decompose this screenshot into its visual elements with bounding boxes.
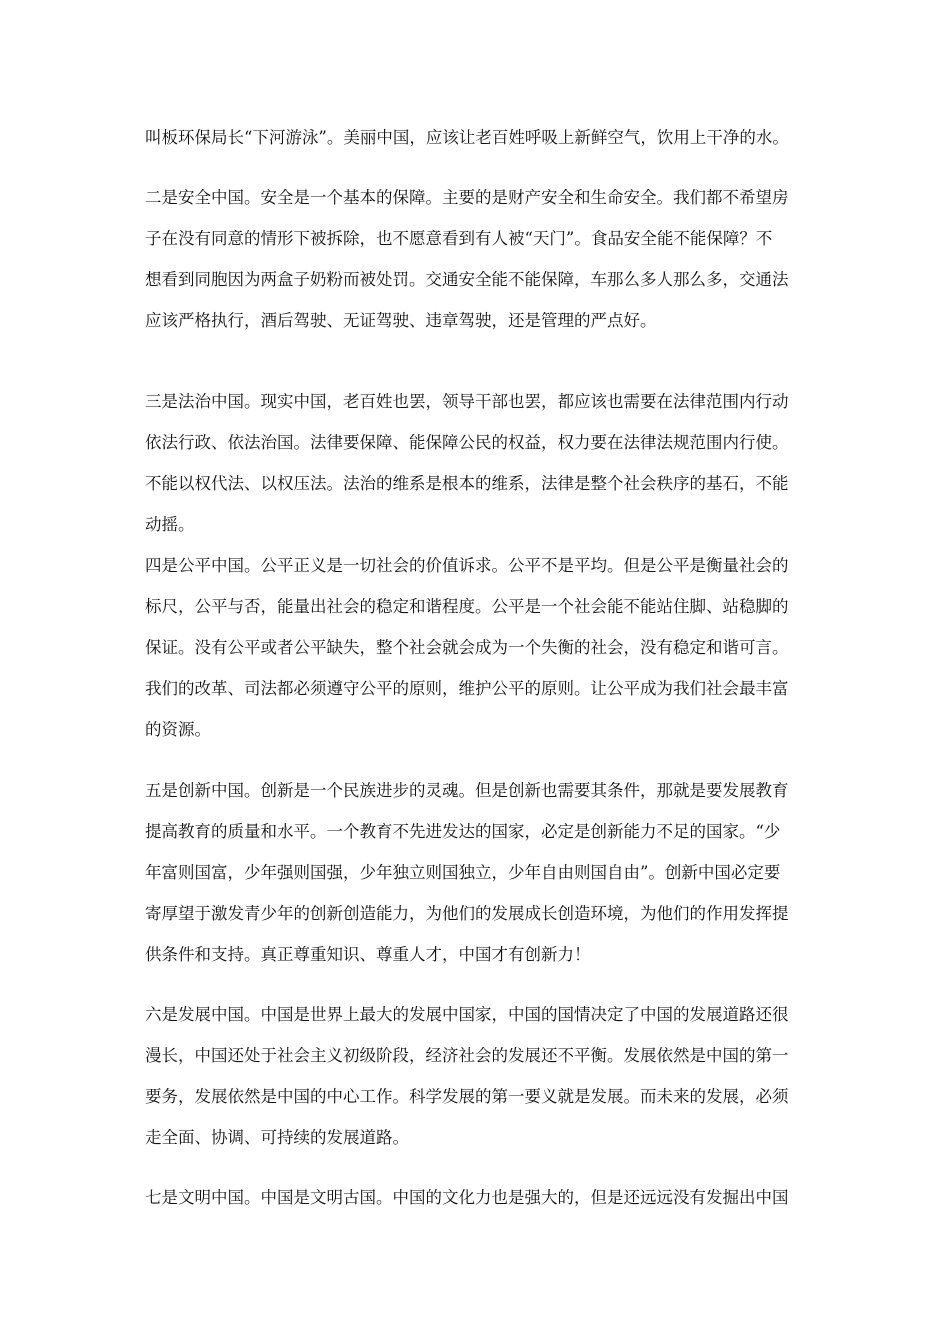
text-line: 六是发展中国。中国是世界上最大的发展中国家，中国的国情决定了中国的发展道路还很 [145, 1005, 789, 1024]
text-line: 我们的改革、司法都必须遵守公平的原则，维护公平的原则。让公平成为我们社会最丰富 [145, 679, 789, 698]
text-line: 的资源。 [145, 720, 211, 739]
text-line: 走全面、协调、可持续的发展道路。 [145, 1128, 409, 1147]
paragraph-civilized-china [145, 1177, 825, 1218]
text-line: 四是公平中国。公平正义是一切社会的价值诉求。公平不是平均。但是公平是衡量社会的 [145, 556, 789, 575]
text-line: 漫长，中国还处于社会主义初级阶段，经济社会的发展还不平衡。发展依然是中国的第一 [145, 1046, 789, 1065]
paragraph-safe-china [145, 177, 825, 341]
text-line: 供条件和支持。真正尊重知识、尊重人才，中国才有创新力！ [145, 945, 591, 964]
text-line: 七是文明中国。中国是文明古国。中国的文化力也是强大的，但是还远远没有发掘出中国 [145, 1188, 789, 1207]
text-line: 想看到同胞因为两盒子奶粉而被处罚。交通安全能不能保障，车那么多人那么多，交通法 [145, 270, 789, 289]
text-line: 年富则国富，少年强则国强，少年独立则国独立，少年自由则国自由”。创新中国必定要 [145, 863, 781, 882]
paragraph-developing-china [145, 994, 825, 1158]
text-line: 标尺，公平与否，能量出社会的稳定和谐程度。公平是一个社会能不能站住脚、站稳脚的 [145, 597, 789, 616]
text-line: 应该严格执行，酒后驾驶、无证驾驶、违章驾驶，还是管理的严点好。 [145, 311, 657, 330]
text-line: 依法行政、依法治国。法律要保障、能保障公民的权益，权力要在法律法规范围内行使。 [145, 433, 789, 452]
text-line: 子在没有同意的情形下被拆除，也不愿意看到有人被“天门”。食品安全能不能保障？不 [145, 229, 773, 248]
text-line: 三是法治中国。现实中国，老百姓也罢，领导干部也罢，都应该也需要在法律范围内行动 [145, 392, 789, 411]
paragraph-innovative-china [145, 770, 825, 975]
text-line: 动摇。 [145, 515, 195, 534]
text-line: 不能以权代法、以权压法。法治的维系是根本的维系，法律是整个社会秩序的基石，不能 [145, 474, 789, 493]
paragraph-fair-china [145, 545, 825, 750]
text-line: 五是创新中国。创新是一个民族进步的灵魂。但是创新也需要其条件，那就是要发展教育 [145, 781, 789, 800]
text-line: 保证。没有公平或者公平缺失，整个社会就会成为一个失衡的社会，没有稳定和谐可言。 [145, 638, 789, 657]
paragraph-rule-of-law-china [145, 381, 825, 545]
paragraph-beautiful-china-tail [145, 117, 825, 158]
text-line: 提高教育的质量和水平。一个教育不先进发达的国家，必定是创新能力不足的国家。“少 [145, 822, 781, 841]
text-line: 要务，发展依然是中国的中心工作。科学发展的第一要义就是发展。而未来的发展，必须 [145, 1087, 789, 1106]
text-line: 寄厚望于激发青少年的创新创造能力，为他们的发展成长创造环境，为他们的作用发挥提 [145, 904, 789, 923]
text-line: 叫板环保局长“下河游泳”。美丽中国，应该让老百姓呼吸上新鲜空气，饮用上干净的水。 [145, 128, 789, 147]
text-line: 二是安全中国。安全是一个基本的保障。主要的是财产安全和生命安全。我们都不希望房 [145, 188, 789, 207]
